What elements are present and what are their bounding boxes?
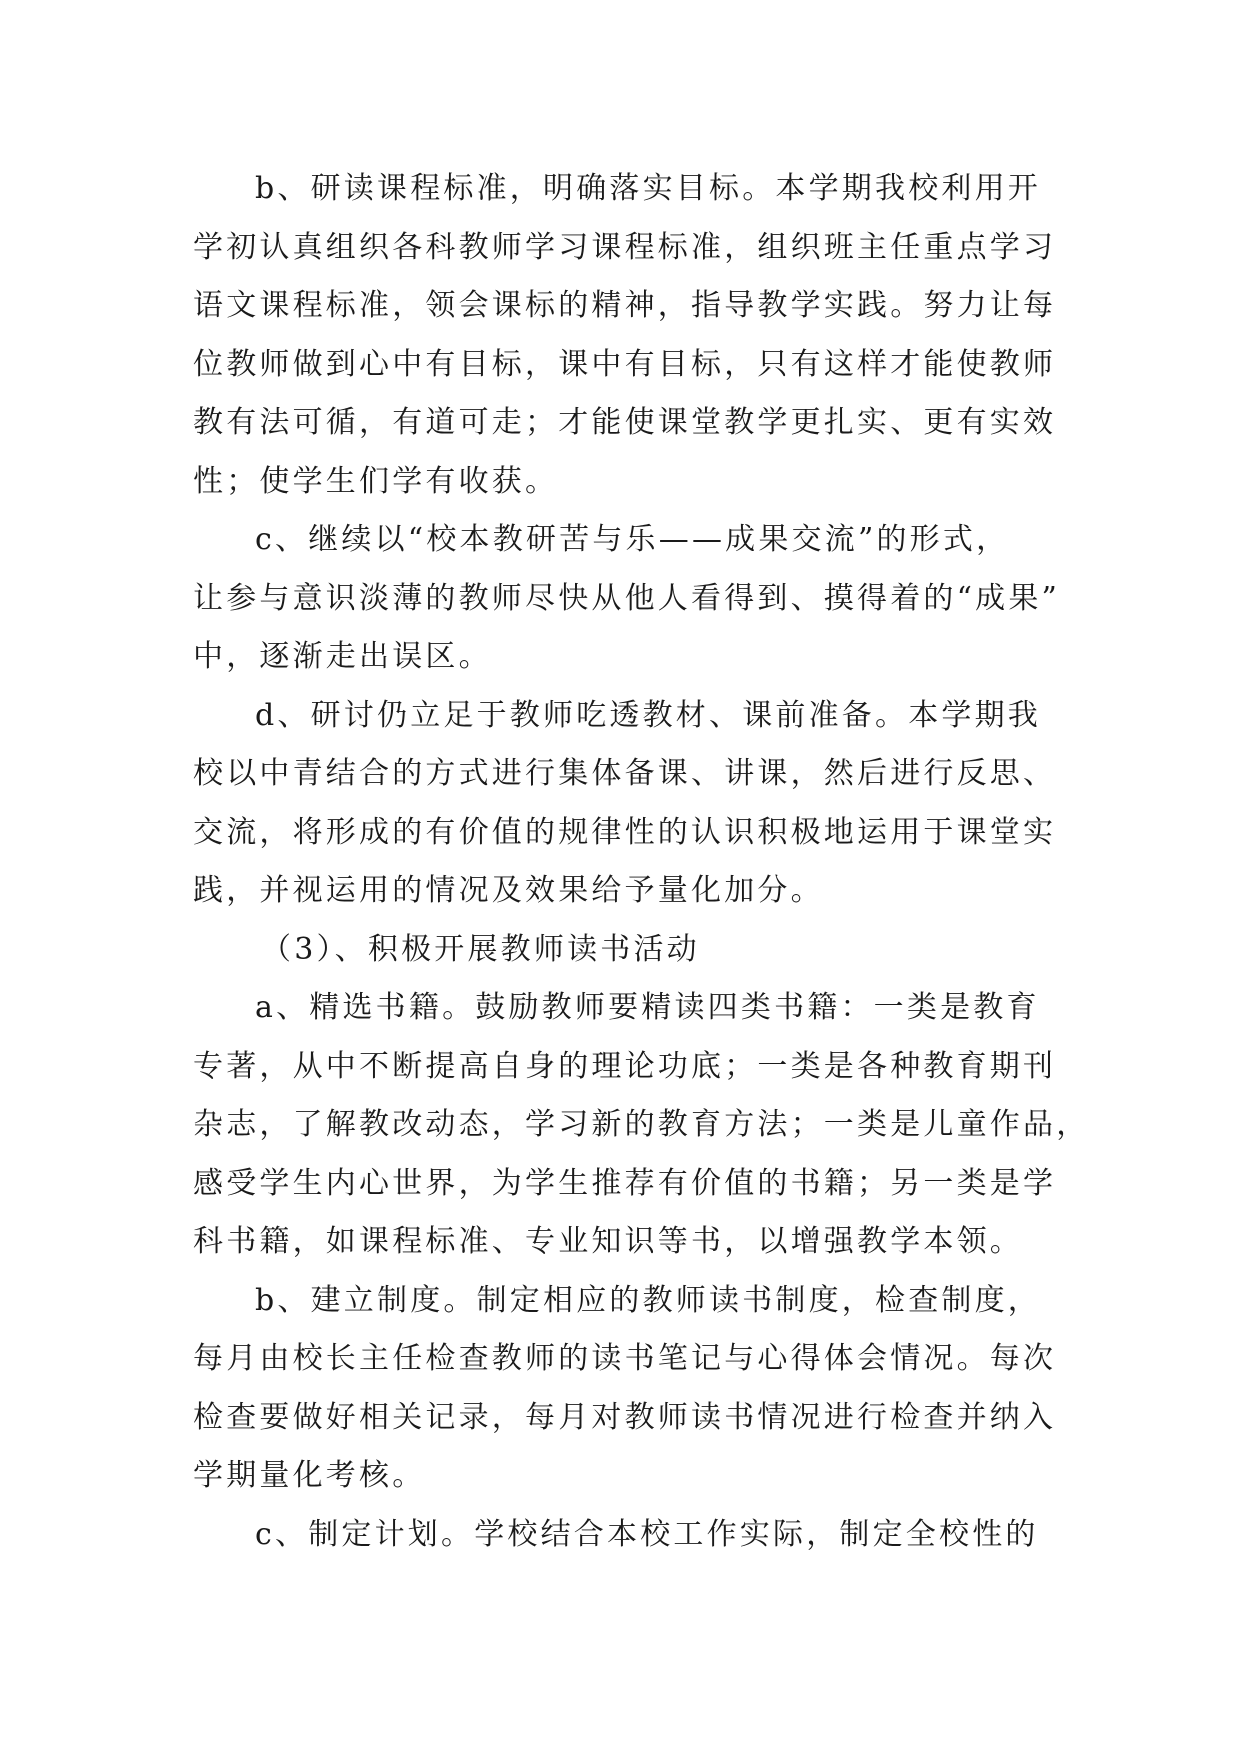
paragraph-d-discussion [193,687,1063,921]
text-line: 践，并视运用的情况及效果给予量化加分。 [193,873,824,908]
text-line: a、精选书籍。鼓励教师要精读四类书籍：一类是教育 [255,990,1040,1025]
text-line: 教有法可循，有道可走；才能使课堂教学更扎实、更有实效 [193,405,1057,440]
paragraph-c-plan [193,1506,1063,1565]
paragraph-b-curriculum [193,160,1063,511]
document-body [193,160,1090,1564]
text-line: 中，逐渐走出误区。 [193,639,492,674]
text-line: 校以中青结合的方式进行集体备课、讲课，然后进行反思、 [193,756,1057,791]
text-line: c、继续以“校本教研苦与乐——成果交流”的形式， [255,522,1010,557]
text-line: 专著，从中不断提高自身的理论功底；一类是各种教育期刊 [193,1048,1057,1084]
text-line: 每月由校长主任检查教师的读书笔记与心得体会情况。每次 [193,1341,1057,1376]
paragraph-c-exchange [193,511,1063,687]
text-line: 学期量化考核。 [193,1458,426,1493]
paragraph-b-system [193,1272,1063,1506]
text-line: 语文课程标准，领会课标的精神，指导教学实践。努力让每 [193,288,1057,323]
text-line: 性；使学生们学有收获。 [193,463,559,499]
heading-line: （3）、积极开展教师读书活动 [261,931,700,967]
section-heading-reading [193,921,1063,980]
text-line: 位教师做到心中有目标，课中有目标，只有这样才能使教师 [193,346,1057,382]
text-line: 让参与意识淡薄的教师尽快从他人看得到、摸得着的“成果” [193,580,1061,616]
text-line: b、建立制度。制定相应的教师读书制度，检查制度， [255,1282,1042,1318]
text-line: b、研读课程标准，明确落实目标。本学期我校利用开 [255,171,1042,206]
text-line: 杂志，了解教改动态，学习新的教育方法；一类是儿童作品， [193,1107,1090,1142]
text-line: 感受学生内心世界，为学生推荐有价值的书籍；另一类是学 [193,1165,1057,1201]
text-line: 学初认真组织各科教师学习课程标准，组织班主任重点学习 [193,229,1057,265]
text-line: 检查要做好相关记录，每月对教师读书情况进行检查并纳入 [193,1399,1057,1435]
text-line: 交流，将形成的有价值的规律性的认识积极地运用于课堂实 [193,814,1057,850]
text-line: d、研讨仍立足于教师吃透教材、课前准备。本学期我 [255,697,1042,733]
paragraph-a-books [193,979,1090,1272]
text-line: 科书籍，如课程标准、专业知识等书，以增强教学本领。 [193,1224,1023,1259]
text-line: c、制定计划。学校结合本校工作实际，制定全校性的 [255,1516,1039,1552]
